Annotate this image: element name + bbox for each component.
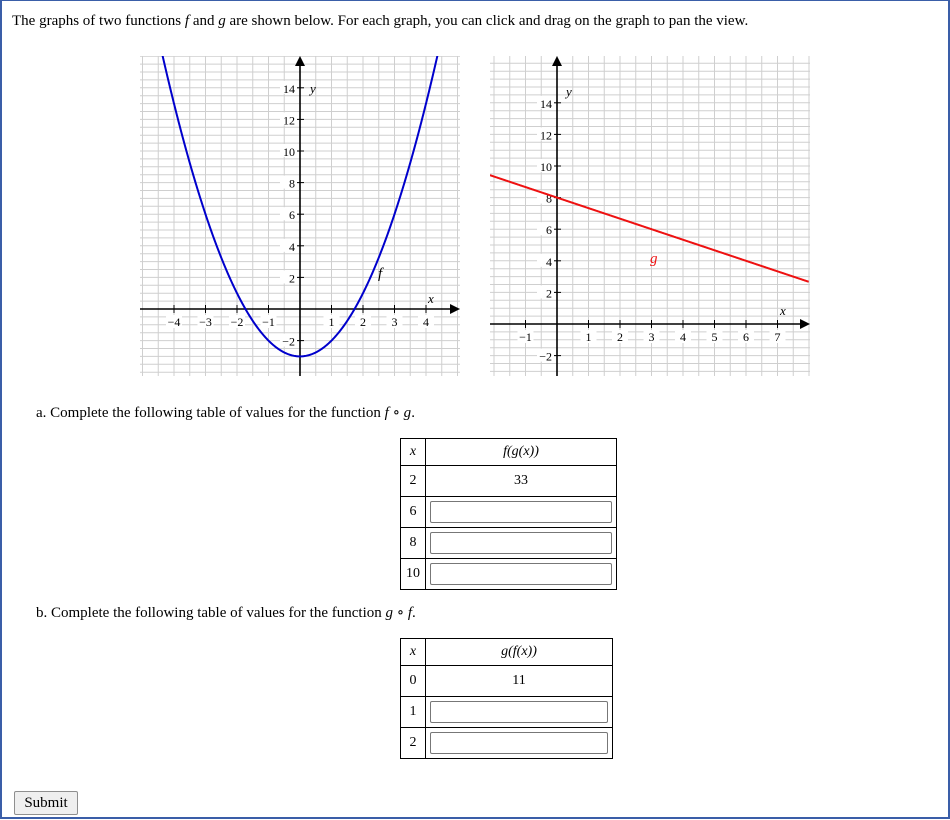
x-tick-label: −2 [230, 315, 244, 329]
row-x-value: 1 [401, 697, 426, 728]
y-tick-label: 12 [283, 113, 295, 128]
graph-f-curve-label: f [378, 266, 383, 282]
y-tick-label: 2 [289, 271, 295, 286]
x-tick-label: −1 [519, 330, 532, 344]
y-tick-label: 12 [540, 128, 552, 143]
x-tick-label: 4 [680, 330, 686, 344]
x-tick-label: −4 [167, 315, 181, 329]
table-row [401, 728, 613, 759]
answer-cell [426, 697, 613, 728]
x-tick-label: 6 [743, 330, 749, 344]
intro-text: The graphs of two functions f and g are shown below. For each graph, you can click and drag on the graph to pan the view. [12, 13, 749, 29]
y-axis-arrow [295, 56, 305, 66]
table-f-of-g [400, 438, 617, 590]
y-tick-label: 2 [546, 286, 552, 301]
y-tick-label: 14 [540, 96, 552, 111]
answer-cell [426, 497, 617, 528]
x-axis-arrow [450, 304, 460, 314]
table-row [401, 559, 617, 590]
table-header-row [401, 439, 617, 466]
table-row [401, 666, 613, 697]
submit-button[interactable]: Submit [14, 791, 78, 815]
table-header-row [401, 639, 613, 666]
y-tick-label: 4 [289, 239, 295, 254]
x-tick-label: 2 [360, 315, 366, 329]
answer-input-fg-8[interactable] [430, 532, 612, 554]
graph-g-x-axis-label: x [780, 303, 786, 318]
y-tick-label: 8 [289, 176, 295, 191]
answer-cell [426, 528, 617, 559]
part-a-prompt: a. Complete the following table of values for the function f ∘ g. [36, 405, 415, 421]
graph-g-curve-label: g [650, 251, 658, 267]
row-given-value: 11 [426, 666, 613, 697]
graph-f-x-axis-label: x [428, 291, 434, 306]
table-row [401, 697, 613, 728]
row-x-value: 0 [401, 666, 426, 697]
answer-input-gf-1[interactable] [430, 701, 608, 723]
row-x-value: 10 [401, 559, 426, 590]
table-row [401, 466, 617, 497]
table-row [401, 528, 617, 559]
answer-input-gf-2[interactable] [430, 732, 608, 754]
col-fg-header: f(g(x)) [426, 439, 617, 466]
y-axis-arrow [552, 56, 562, 66]
row-given-value: 33 [426, 466, 617, 497]
y-tick-label: −2 [282, 334, 295, 349]
x-tick-label: 1 [585, 330, 592, 344]
table-row [401, 497, 617, 528]
col-gf-header: g(f(x)) [426, 639, 613, 666]
graph-g[interactable] [490, 56, 810, 376]
x-tick-label: 4 [423, 315, 429, 329]
answer-input-fg-6[interactable] [430, 501, 612, 523]
graph-g-y-axis-label: y [566, 84, 572, 99]
x-tick-label: 2 [617, 330, 623, 344]
graph-f-canvas[interactable] [140, 56, 460, 376]
x-tick-label: 3 [391, 315, 398, 329]
row-x-value: 8 [401, 528, 426, 559]
answer-cell [426, 559, 617, 590]
row-x-value: 2 [401, 466, 426, 497]
y-tick-label: 8 [546, 191, 552, 206]
y-tick-label: 10 [283, 145, 295, 159]
col-x-header: x [401, 639, 426, 666]
y-tick-label: 10 [540, 160, 552, 174]
row-x-value: 6 [401, 497, 426, 528]
graph-f[interactable] [140, 56, 460, 376]
row-x-value: 2 [401, 728, 426, 759]
x-tick-label: 1 [328, 315, 335, 329]
col-x-header: x [401, 439, 426, 466]
x-tick-label: −3 [199, 315, 212, 329]
graph-g-canvas[interactable] [490, 56, 810, 376]
y-tick-label: 4 [546, 254, 552, 269]
x-tick-label: 7 [774, 330, 781, 344]
graph-f-y-axis-label: y [310, 81, 316, 96]
answer-input-fg-10[interactable] [430, 563, 612, 585]
part-b-prompt: b. Complete the following table of values for the function g ∘ f. [36, 605, 416, 621]
x-tick-label: 5 [711, 330, 718, 344]
table-g-of-f [400, 638, 613, 759]
answer-cell [426, 728, 613, 759]
y-tick-label: 6 [289, 208, 295, 223]
y-tick-label: 6 [546, 223, 552, 238]
y-tick-label: −2 [539, 349, 552, 364]
y-tick-label: 14 [283, 81, 295, 96]
x-tick-label: −1 [262, 315, 275, 329]
x-tick-label: 3 [648, 330, 655, 344]
